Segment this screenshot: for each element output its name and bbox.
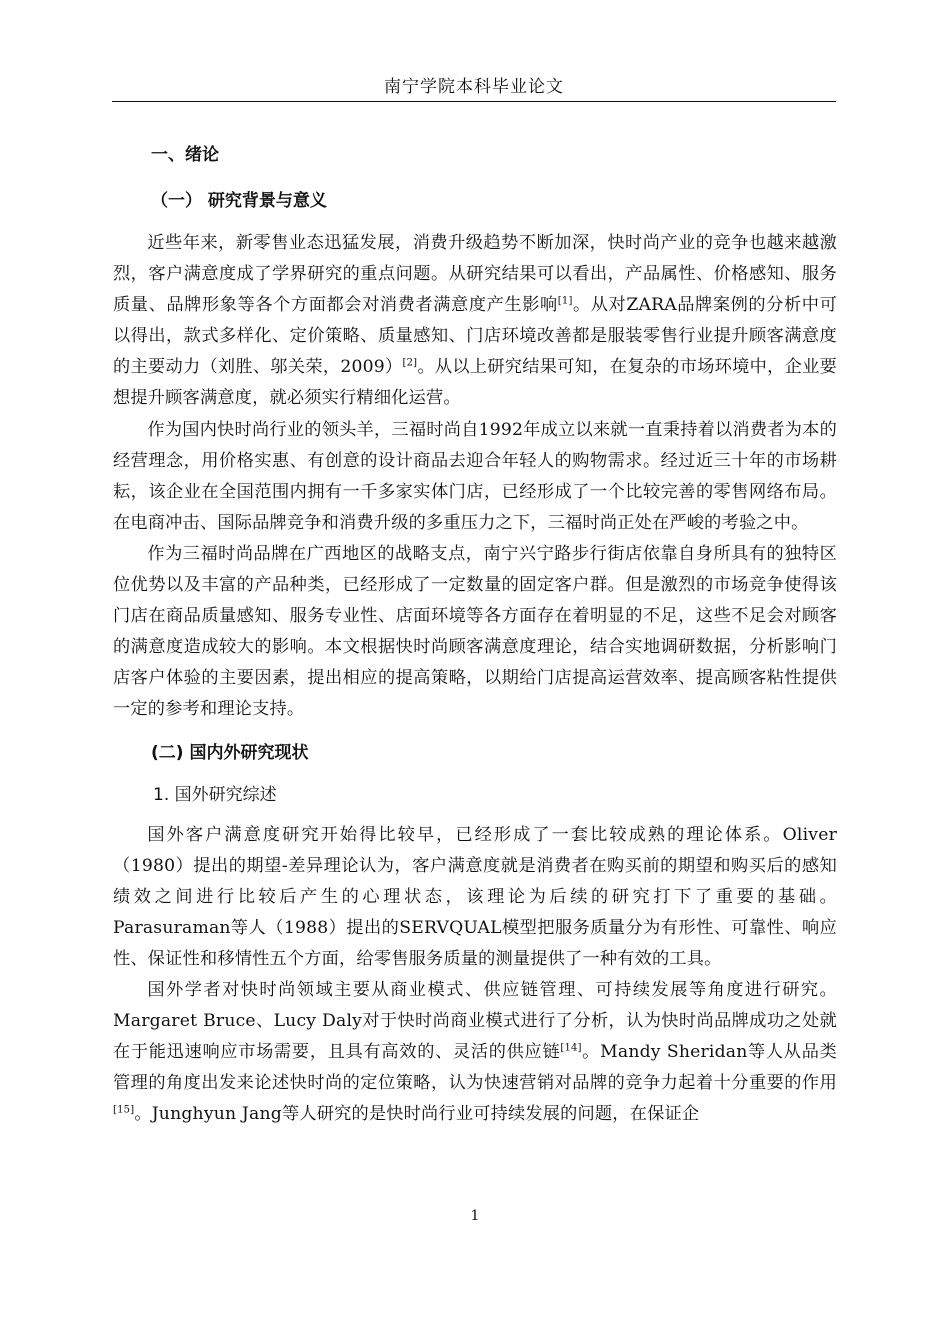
section-heading-research-status: (二) 国内外研究现状 [151,742,309,763]
section-heading-background: （一） 研究背景与意义 [151,191,327,211]
paragraph-background-2: 作为国内快时尚行业的领头羊，三福时尚自1992年成立以来就一直秉持着以消费者为本的经营理念，用价格实惠、有创意的设计商品去迎合年轻人的购物需求。经过近三十年的市场耕耘，该企业在全国范围内拥有一千多家实体门店，已经形成了一个比较完善的零售网络布局。在电商冲击、国际品牌竞争和消费升级的多重压力之下，三福时尚正处在严峻的考验之中。 [113,419,837,533]
citation-2: [2] [402,357,418,369]
document-body [113,138,837,1130]
page-number: 1 [470,1208,480,1224]
chapter-heading: 一、绪论 [151,145,219,165]
page-header-title: 南宁学院本科毕业论文 [384,77,564,97]
header-rule [112,101,836,102]
subsection-heading-foreign: 1. 国外研究综述 [153,784,277,805]
citation-14: [14] [560,1042,582,1054]
citation-1: [1] [557,295,573,307]
paragraph-foreign-2: 国外学者对快时尚领域主要从商业模式、供应链管理、可持续发展等角度进行研究。Margaret Bruce、Lucy Daly对于快时尚商业模式进行了分析，认为快时尚品牌成功之处就在于能迅速响应市场需要，且具有高效的、灵活的供应链[14]。Mandy Sheridan等人从品类管理的角度出发来论述快时尚的定位策略，认为快速营销对品牌的竞争力起着十分重要的作用[15]。Junghyun Jang等人研究的是快时尚行业可持续发展的问题，在保证企 [113,979,837,1125]
citation-15: [15] [113,1104,135,1116]
paragraph-background-1: 近些年来，新零售业态迅猛发展，消费升级趋势不断加深，快时尚产业的竞争也越来越激烈，客户满意度成了学界研究的重点问题。从研究结果可以看出，产品属性、价格感知、服务质量、品牌形象等各个方面都会对消费者满意度产生影响[1]。从对ZARA品牌案例的分析中可以得出，款式多样化、定价策略、质量感知、门店环境改善都是服装零售行业提升顾客满意度的主要动力（刘胜、邬关荣，2009）[2]。从以上研究结果可知，在复杂的市场环境中，企业要想提升顾客满意度，就必须实行精细化运营。 [113,233,838,409]
paragraph-background-3: 作为三福时尚品牌在广西地区的战略支点，南宁兴宁路步行街店依靠自身所具有的独特区位优势以及丰富的产品种类，已经形成了一定数量的固定客户群。但是激烈的市场竞争使得该门店在商品质量感知、服务专业性、店面环境等各方面存在着明显的不足，这些不足会对顾客的满意度造成较大的影响。本文根据快时尚顾客满意度理论，结合实地调研数据，分析影响门店客户体验的主要因素，提出相应的提高策略，以期给门店提高运营效率、提高顾客粘性提供一定的参考和理论支持。 [113,543,837,720]
paragraph-foreign-1: 国外客户满意度研究开始得比较早，已经形成了一套比较成熟的理论体系。Oliver（1980）提出的期望-差异理论认为，客户满意度就是消费者在购买前的期望和购买后的感知绩效之间进行比较后产生的心理状态，该理论为后续的研究打下了重要的基础。Parasuraman等人（1988）提出的SERVQUAL模型把服务质量分为有形性、可靠性、响应性、保证性和移情性五个方面，给零售服务质量的测量提供了一种有效的工具。 [113,824,837,969]
